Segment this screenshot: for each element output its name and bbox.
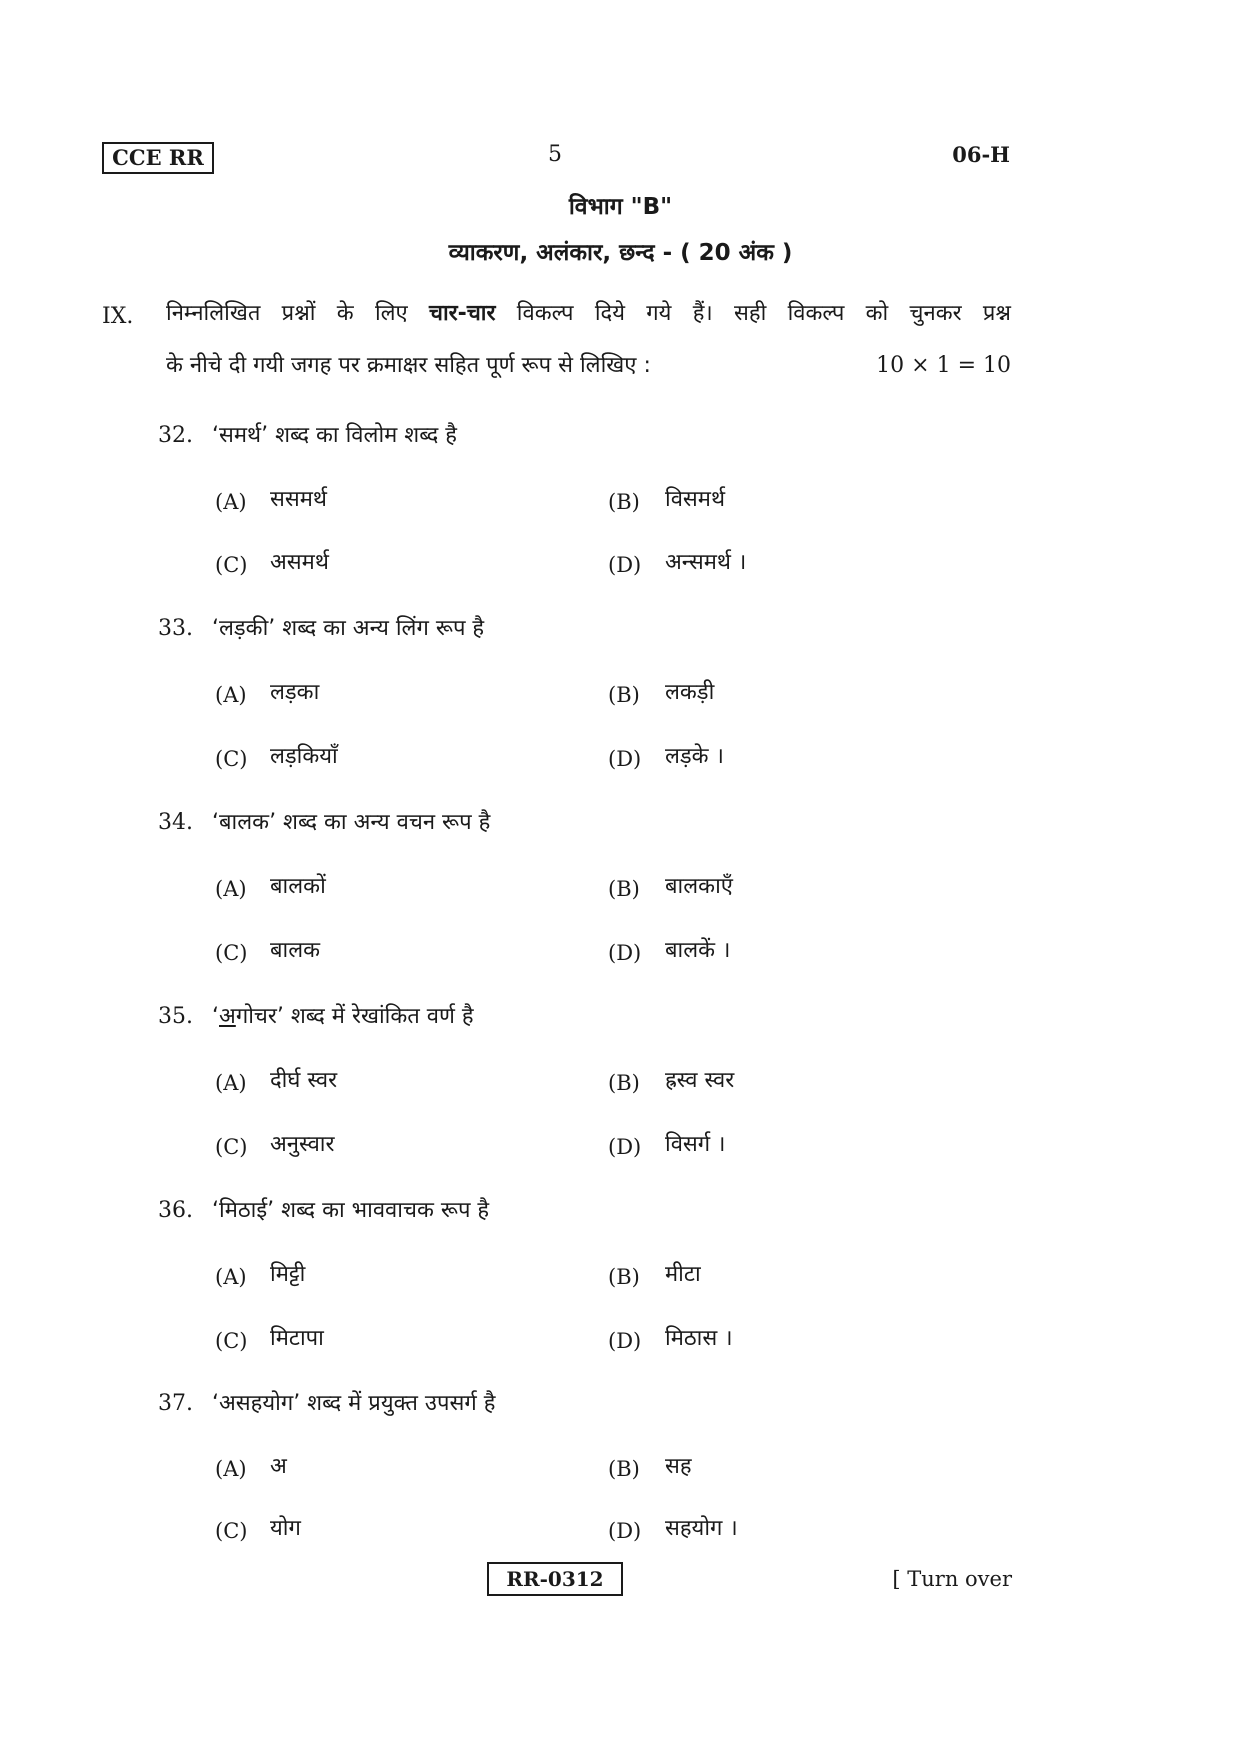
option-text: अनुस्वार bbox=[270, 1132, 335, 1157]
option-text: अन्समर्थ । bbox=[665, 550, 747, 575]
instruction-text: निम्नलिखित प्रश्नों के लिए bbox=[166, 301, 430, 326]
option-text: बालकें । bbox=[665, 938, 731, 963]
option-letter: (D) bbox=[608, 553, 642, 577]
option-text: असमर्थ bbox=[270, 550, 329, 575]
option-letter: (D) bbox=[608, 1519, 642, 1543]
question-number: 37. bbox=[158, 1391, 193, 1416]
option-letter: (A) bbox=[215, 683, 247, 707]
question-number: 33. bbox=[158, 616, 193, 641]
paper-code: 06-H bbox=[952, 142, 1010, 167]
option-letter: (C) bbox=[215, 747, 248, 771]
instruction-text: विकल्प दिये गये हैं। सही विकल्प को चुनकर प्रश्न bbox=[495, 301, 1011, 326]
option-letter: (A) bbox=[215, 877, 247, 901]
question-number: 35. bbox=[158, 1004, 193, 1029]
question-text-part: ‘ bbox=[212, 1004, 219, 1029]
option-letter: (B) bbox=[608, 1457, 640, 1481]
option-letter: (B) bbox=[608, 490, 640, 514]
section-subtitle: व्याकरण, अलंकार, छन्द - ( 20 अंक ) bbox=[448, 240, 793, 266]
option-letter: (B) bbox=[608, 877, 640, 901]
option-letter: (D) bbox=[608, 1329, 642, 1353]
option-text: लड़के । bbox=[665, 744, 724, 769]
option-letter: (C) bbox=[215, 553, 248, 577]
question-text: ‘लड़की’ शब्द का अन्य लिंग रूप है bbox=[212, 616, 485, 641]
option-text: सहयोग । bbox=[665, 1516, 738, 1541]
question-text: ‘मिठाई’ शब्द का भाववाचक रूप है bbox=[212, 1198, 490, 1223]
footer-code-box: RR-0312 bbox=[487, 1562, 623, 1596]
question-group-number: IX. bbox=[102, 304, 134, 329]
option-text: मिटापा bbox=[270, 1326, 324, 1351]
option-text: लकड़ी bbox=[665, 680, 715, 705]
underlined-letter: अ bbox=[219, 1004, 236, 1029]
option-text: बालक bbox=[270, 938, 321, 963]
question-text-part: गोचर’ शब्द में रेखांकित वर्ण है bbox=[235, 1004, 474, 1029]
option-letter: (B) bbox=[608, 683, 640, 707]
option-text: ह्रस्व स्वर bbox=[665, 1068, 735, 1093]
option-text: बालकों bbox=[270, 874, 326, 899]
option-text: विसमर्थ bbox=[665, 487, 726, 512]
option-text: दीर्घ स्वर bbox=[270, 1068, 338, 1093]
question-text bbox=[212, 999, 474, 1035]
option-letter: (A) bbox=[215, 1265, 247, 1289]
option-letter: (D) bbox=[608, 1135, 642, 1159]
option-letter: (D) bbox=[608, 941, 642, 965]
option-text: सह bbox=[665, 1454, 692, 1479]
question-number: 32. bbox=[158, 423, 193, 448]
instruction-line-1 bbox=[166, 296, 1011, 332]
option-text: अ bbox=[270, 1454, 287, 1479]
marks-allocation: 10 × 1 = 10 bbox=[876, 353, 1011, 378]
option-letter: (C) bbox=[215, 1519, 248, 1543]
header-code-box: CCE RR bbox=[102, 142, 214, 174]
option-letter: (B) bbox=[608, 1265, 640, 1289]
option-letter: (C) bbox=[215, 1135, 248, 1159]
option-letter: (C) bbox=[215, 1329, 248, 1353]
question-text: ‘समर्थ’ शब्द का विलोम शब्द है bbox=[212, 423, 457, 448]
question-number: 36. bbox=[158, 1198, 193, 1223]
option-text: योग bbox=[270, 1516, 301, 1541]
option-text: ससमर्थ bbox=[270, 487, 327, 512]
question-number: 34. bbox=[158, 810, 193, 835]
option-letter: (A) bbox=[215, 1457, 247, 1481]
option-letter: (B) bbox=[608, 1071, 640, 1095]
option-letter: (D) bbox=[608, 747, 642, 771]
option-letter: (C) bbox=[215, 941, 248, 965]
section-title: विभाग "B" bbox=[568, 194, 673, 220]
option-text: मीटा bbox=[665, 1262, 701, 1287]
question-text: ‘बालक’ शब्द का अन्य वचन रूप है bbox=[212, 810, 491, 835]
option-text: लड़कियाँ bbox=[270, 744, 338, 769]
instruction-line-2: के नीचे दी गयी जगह पर क्रमाक्षर सहित पूर्ण रूप से लिखिए : bbox=[166, 353, 651, 378]
option-letter: (A) bbox=[215, 1071, 247, 1095]
instruction-emphasis: चार-चार bbox=[429, 301, 496, 326]
option-text: बालकाएँ bbox=[665, 874, 733, 899]
option-letter: (A) bbox=[215, 490, 247, 514]
option-text: लड़का bbox=[270, 680, 320, 705]
option-text: मिट्टी bbox=[270, 1262, 306, 1287]
question-text: ‘असहयोग’ शब्द में प्रयुक्त उपसर्ग है bbox=[212, 1391, 496, 1416]
turn-over-label: [ Turn over bbox=[892, 1567, 1012, 1591]
option-text: मिठास । bbox=[665, 1326, 733, 1351]
option-text: विसर्ग । bbox=[665, 1132, 726, 1157]
page-number: 5 bbox=[548, 142, 562, 167]
